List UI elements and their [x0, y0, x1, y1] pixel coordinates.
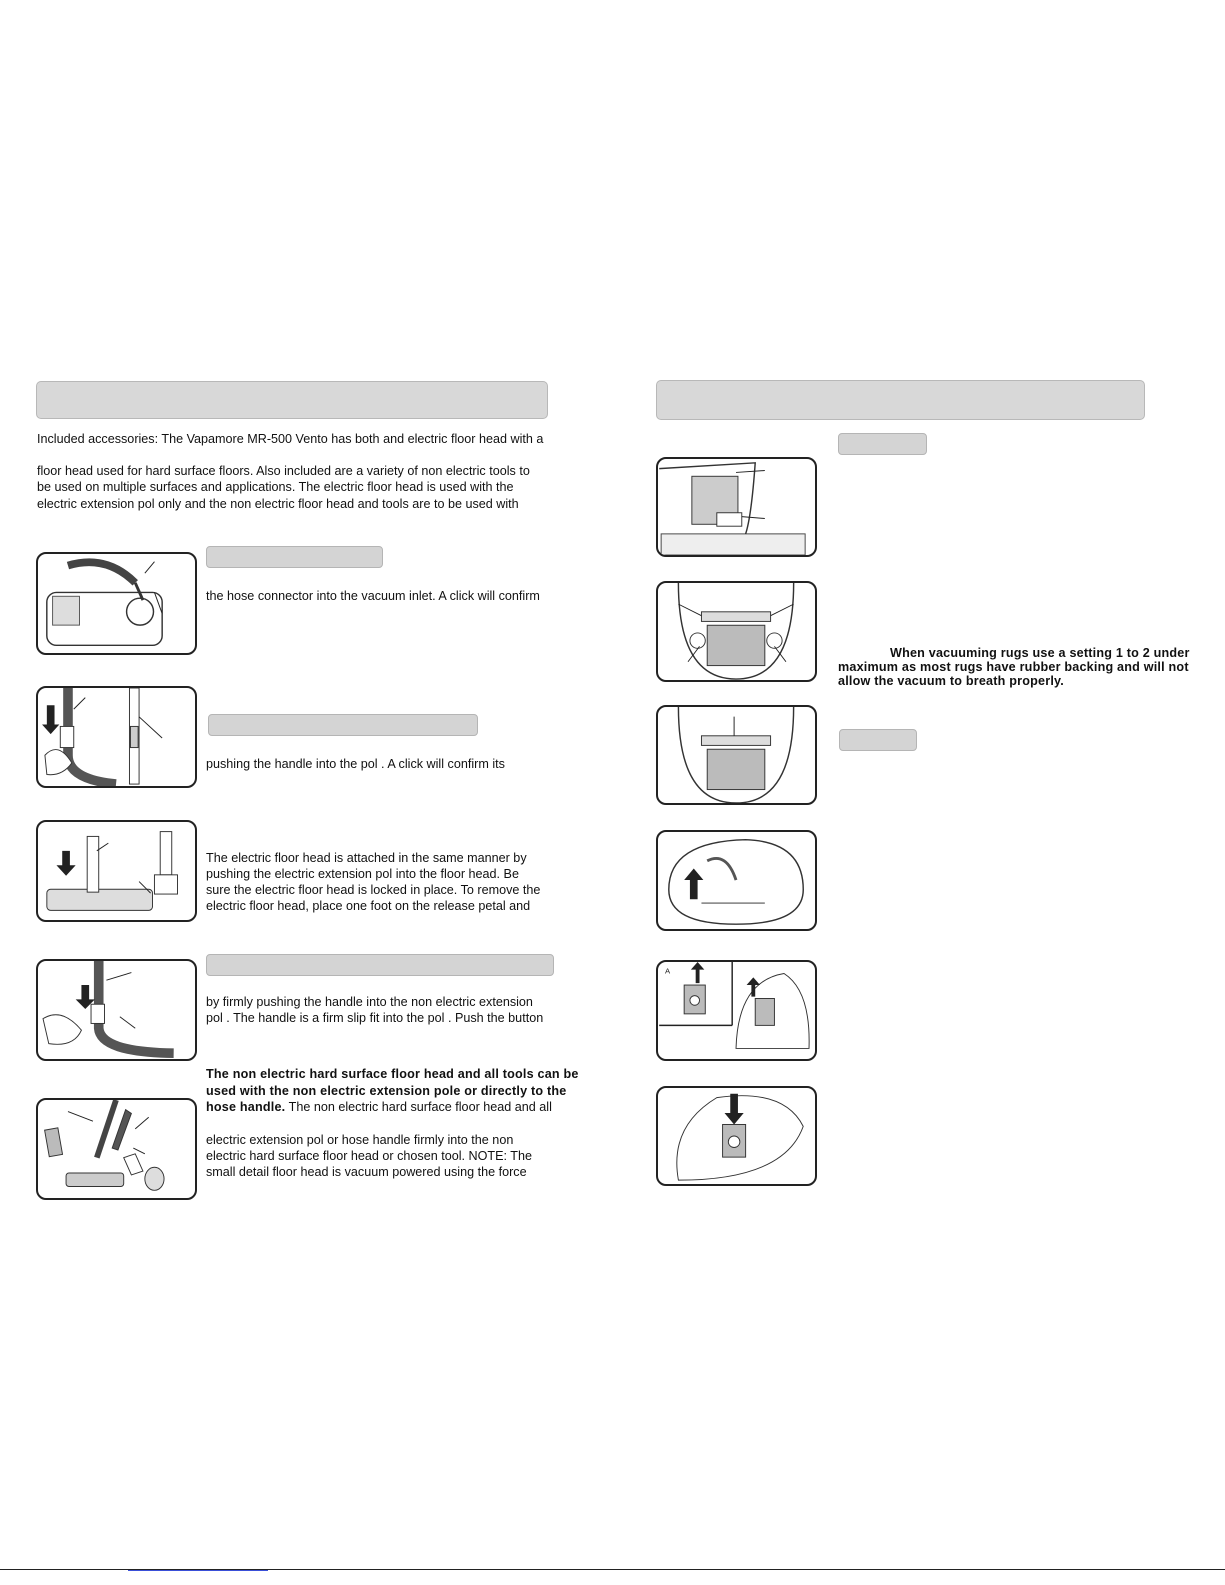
right-section-header-bar	[656, 380, 1145, 420]
bag-removal-illustration	[658, 962, 815, 1059]
vacuum-hose-illustration	[38, 554, 195, 653]
left-section-header-bar	[36, 381, 548, 419]
open-lid-illustration	[658, 832, 815, 929]
vacuum-top-illustration-1	[658, 583, 815, 680]
step5-line-5: electric hard surface floor head or chosen tool. NOTE: The	[206, 1149, 532, 1163]
intro-line-3: be used on multiple surfaces and applications. The electric floor head is used with the	[37, 480, 514, 494]
step1-line-1: the hose connector into the vacuum inlet. A click will confirm	[206, 589, 540, 603]
step2-header-pill	[208, 714, 478, 736]
floor-head-illustration	[38, 822, 195, 920]
step5-line-6: small detail floor head is vacuum powered using the force	[206, 1165, 527, 1179]
step5-bold-line-3: hose handle.	[206, 1100, 286, 1114]
right-sub-header-pill-2	[839, 729, 917, 751]
step3-line-4: electric floor head, place one foot on the release petal and	[206, 899, 531, 913]
step3-line-2: pushing the electric extension pol into the floor head. Be	[206, 867, 519, 881]
figure-electric-floor-head	[36, 820, 197, 922]
non-electric-pole-illustration	[38, 961, 195, 1059]
note-line-1: When vacuuming rugs use a setting 1 to 2 under	[890, 646, 1190, 660]
figure-control-panel	[656, 457, 817, 557]
figure-label-a: A	[664, 966, 671, 976]
figure-open-lid	[656, 830, 817, 931]
note-line-3: allow the vacuum to breath properly.	[838, 674, 1064, 688]
footer-link-underline[interactable]	[128, 1570, 268, 1571]
vacuum-top-illustration-2	[658, 707, 815, 803]
step4-header-pill	[206, 954, 554, 976]
figure-bag-removal	[656, 960, 817, 1061]
step5-line-4: electric extension pol or hose handle firmly into the non	[206, 1133, 514, 1147]
tools-illustration	[38, 1100, 195, 1198]
step5-bold-line-1: The non electric hard surface floor head and all tools can be	[206, 1067, 579, 1081]
note-line-2: maximum as most rugs have rubber backing and will not	[838, 660, 1189, 674]
handle-pole-illustration	[38, 688, 195, 786]
step3-line-1: The electric floor head is attached in the same manner by	[206, 851, 527, 865]
step5-line-3	[206, 1099, 552, 1116]
intro-line-2: floor head used for hard surface floors. Also included are a variety of non electric tools to	[37, 464, 530, 478]
figure-bag-insert	[656, 1086, 817, 1186]
figure-non-electric-pole	[36, 959, 197, 1061]
bag-insert-illustration	[658, 1088, 815, 1184]
figure-vacuum-top-2	[656, 705, 817, 805]
step5-bold-line-2: used with the non electric extension pole or directly to the	[206, 1084, 567, 1098]
figure-vacuum-top-1	[656, 581, 817, 682]
step3-line-3: sure the electric floor head is locked in place. To remove the	[206, 883, 541, 897]
right-sub-header-pill-1	[838, 433, 927, 455]
step4-line-1: by firmly pushing the handle into the non electric extension	[206, 995, 533, 1009]
step4-line-2: pol . The handle is a firm slip fit into the pol . Push the button	[206, 1011, 544, 1025]
figure-handle-pole	[36, 686, 197, 788]
step1-header-pill	[206, 546, 383, 568]
control-panel-illustration	[658, 459, 815, 555]
intro-line-1: Included accessories: The Vapamore MR-500 Vento has both and electric floor head with a	[37, 432, 544, 446]
figure-tools	[36, 1098, 197, 1200]
step2-line-1: pushing the handle into the pol . A click will confirm its	[206, 757, 505, 771]
figure-hose-connect	[36, 552, 197, 655]
step5-line-3-rest: The non electric hard surface floor head and all	[285, 1100, 552, 1114]
intro-line-4: electric extension pol only and the non electric floor head and tools are to be used with	[37, 497, 519, 511]
